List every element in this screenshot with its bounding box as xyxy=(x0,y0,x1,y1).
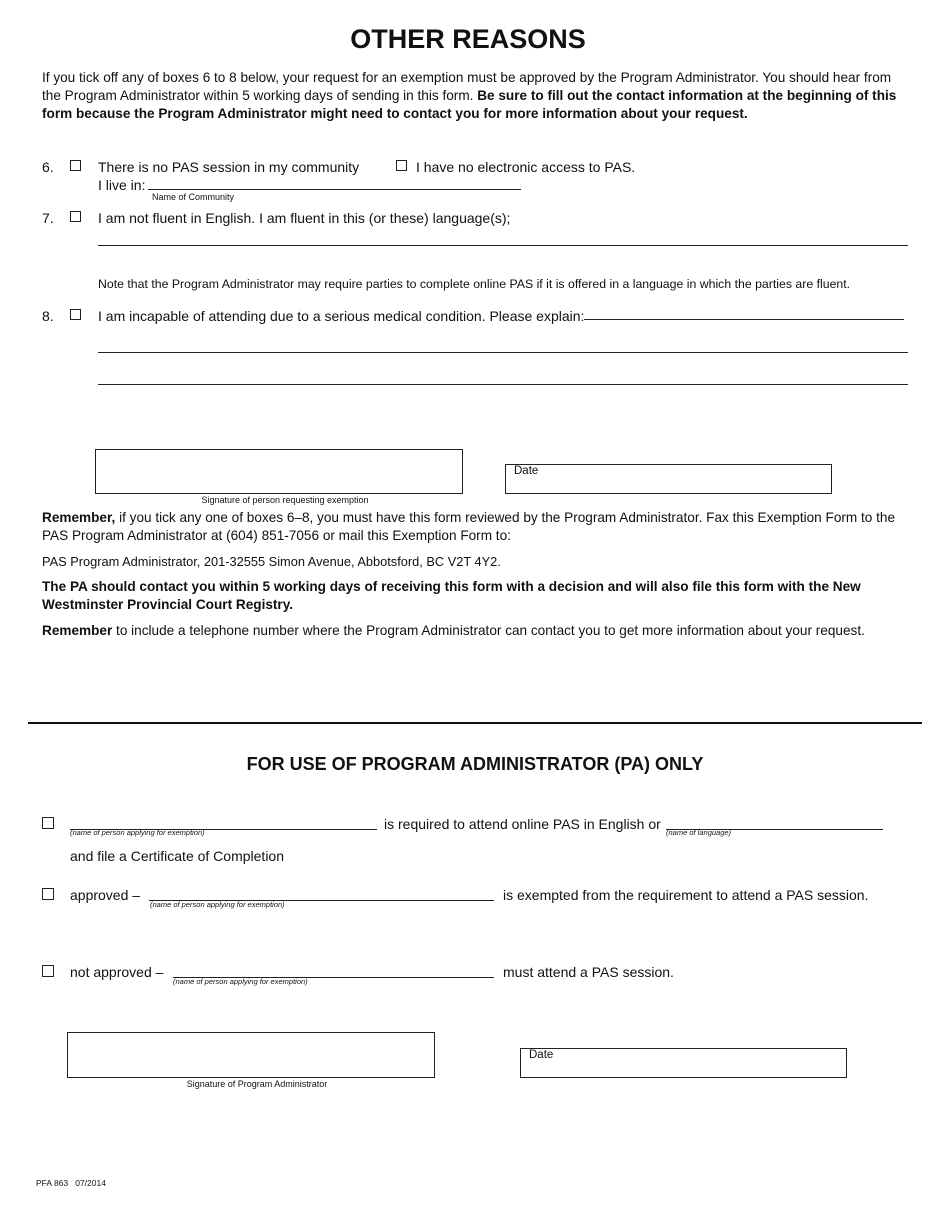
not-approved-checkbox[interactable] xyxy=(42,965,54,977)
section-divider xyxy=(28,722,922,724)
item-6-number: 6. xyxy=(42,159,54,175)
remember-paragraph xyxy=(42,509,912,545)
not-approved-label: not approved – xyxy=(70,964,164,980)
remember-text: if you tick any one of boxes 6–8, you must have this form reviewed by the Program Administrator. Fax this Exemption Form to the PAS Program Administrator at (604) 851-7056 or mail this Exemption Form to: xyxy=(42,510,896,543)
item-6-label: There is no PAS session in my community xyxy=(98,159,360,175)
requester-signature-box[interactable] xyxy=(95,449,463,494)
page-title: OTHER REASONS xyxy=(350,24,586,54)
requester-date-label: Date xyxy=(514,465,539,477)
medical-explain-field-1[interactable] xyxy=(584,319,904,320)
item-7-note: Note that the Program Administrator may require parties to complete online PAS if it is offered in a language in which the parties are fluent. xyxy=(98,277,851,291)
item-7-label: I am not fluent in English. I am fluent in this (or these) language(s); xyxy=(98,210,511,226)
approved-person-caption: (name of person applying for exemption) xyxy=(150,900,285,909)
pa-contact-paragraph: The PA should contact you within 5 working days of receiving this form with a decision and will also file this form with the New Westminster Provincial Court Registry. xyxy=(42,579,861,612)
pa-date-box[interactable] xyxy=(520,1048,847,1078)
not-approved-person-caption: (name of person applying for exemption) xyxy=(173,977,308,986)
form-id-footer: PFA 863 07/2014 xyxy=(36,1178,106,1188)
remember-bold: Remember, xyxy=(42,510,116,525)
medical-explain-field-3[interactable] xyxy=(98,384,908,385)
medical-explain-field-2[interactable] xyxy=(98,352,908,353)
remember-telephone-paragraph xyxy=(42,622,912,640)
language-field[interactable] xyxy=(98,245,908,246)
required-attend-checkbox[interactable] xyxy=(42,817,54,829)
language-name-caption: (name of language) xyxy=(666,828,732,837)
requester-date-box[interactable] xyxy=(505,464,832,494)
community-field[interactable] xyxy=(148,189,521,190)
approved-checkbox[interactable] xyxy=(42,888,54,900)
remember2-bold: Remember xyxy=(42,623,113,638)
required-attend-text: is required to attend online PAS in English or xyxy=(384,816,661,832)
item-7-checkbox[interactable] xyxy=(70,211,81,222)
no-electronic-access-checkbox[interactable] xyxy=(396,160,407,171)
item-8-checkbox[interactable] xyxy=(70,309,81,320)
approved-text: is exempted from the requirement to attend a PAS session. xyxy=(503,887,869,903)
pa-signature-box[interactable] xyxy=(67,1032,435,1078)
intro-paragraph xyxy=(42,69,912,123)
item-8-number: 8. xyxy=(42,308,54,324)
requester-signature-caption: Signature of person requesting exemption xyxy=(201,495,369,505)
approved-label: approved – xyxy=(70,887,141,903)
intro-bold-text: Be sure to fill out the contact information at the beginning of this form because the Program Administrator might need to contact you for more information about your request. xyxy=(42,88,897,121)
admin-section-title: FOR USE OF PROGRAM ADMINISTRATOR (PA) ONLY xyxy=(246,754,704,774)
pa-signature-caption: Signature of Program Administrator xyxy=(186,1079,328,1089)
intro-text: If you tick off any of boxes 6 to 8 below, your request for an exemption must be approved by the Program Administrator. You should hear from the Program Administrator within 5 working days of sending in this form. xyxy=(42,70,892,103)
pa-address: PAS Program Administrator, 201-32555 Simon Avenue, Abbotsford, BC V2T 4Y2. xyxy=(42,554,501,569)
not-approved-text: must attend a PAS session. xyxy=(503,964,674,980)
community-caption: Name of Community xyxy=(152,192,235,202)
no-electronic-access-label: I have no electronic access to PAS. xyxy=(416,159,636,175)
live-in-label: I live in: xyxy=(98,177,146,193)
remember2-text: to include a telephone number where the Program Administrator can contact you to get more information about your request. xyxy=(112,623,865,638)
certificate-text: and file a Certificate of Completion xyxy=(70,848,284,864)
item-6-checkbox[interactable] xyxy=(70,160,81,171)
item-7-number: 7. xyxy=(42,210,54,226)
pa-date-label: Date xyxy=(529,1049,554,1061)
required-person-caption: (name of person applying for exemption) xyxy=(70,828,205,837)
item-8-label: I am incapable of attending due to a serious medical condition. Please explain: xyxy=(98,308,585,324)
